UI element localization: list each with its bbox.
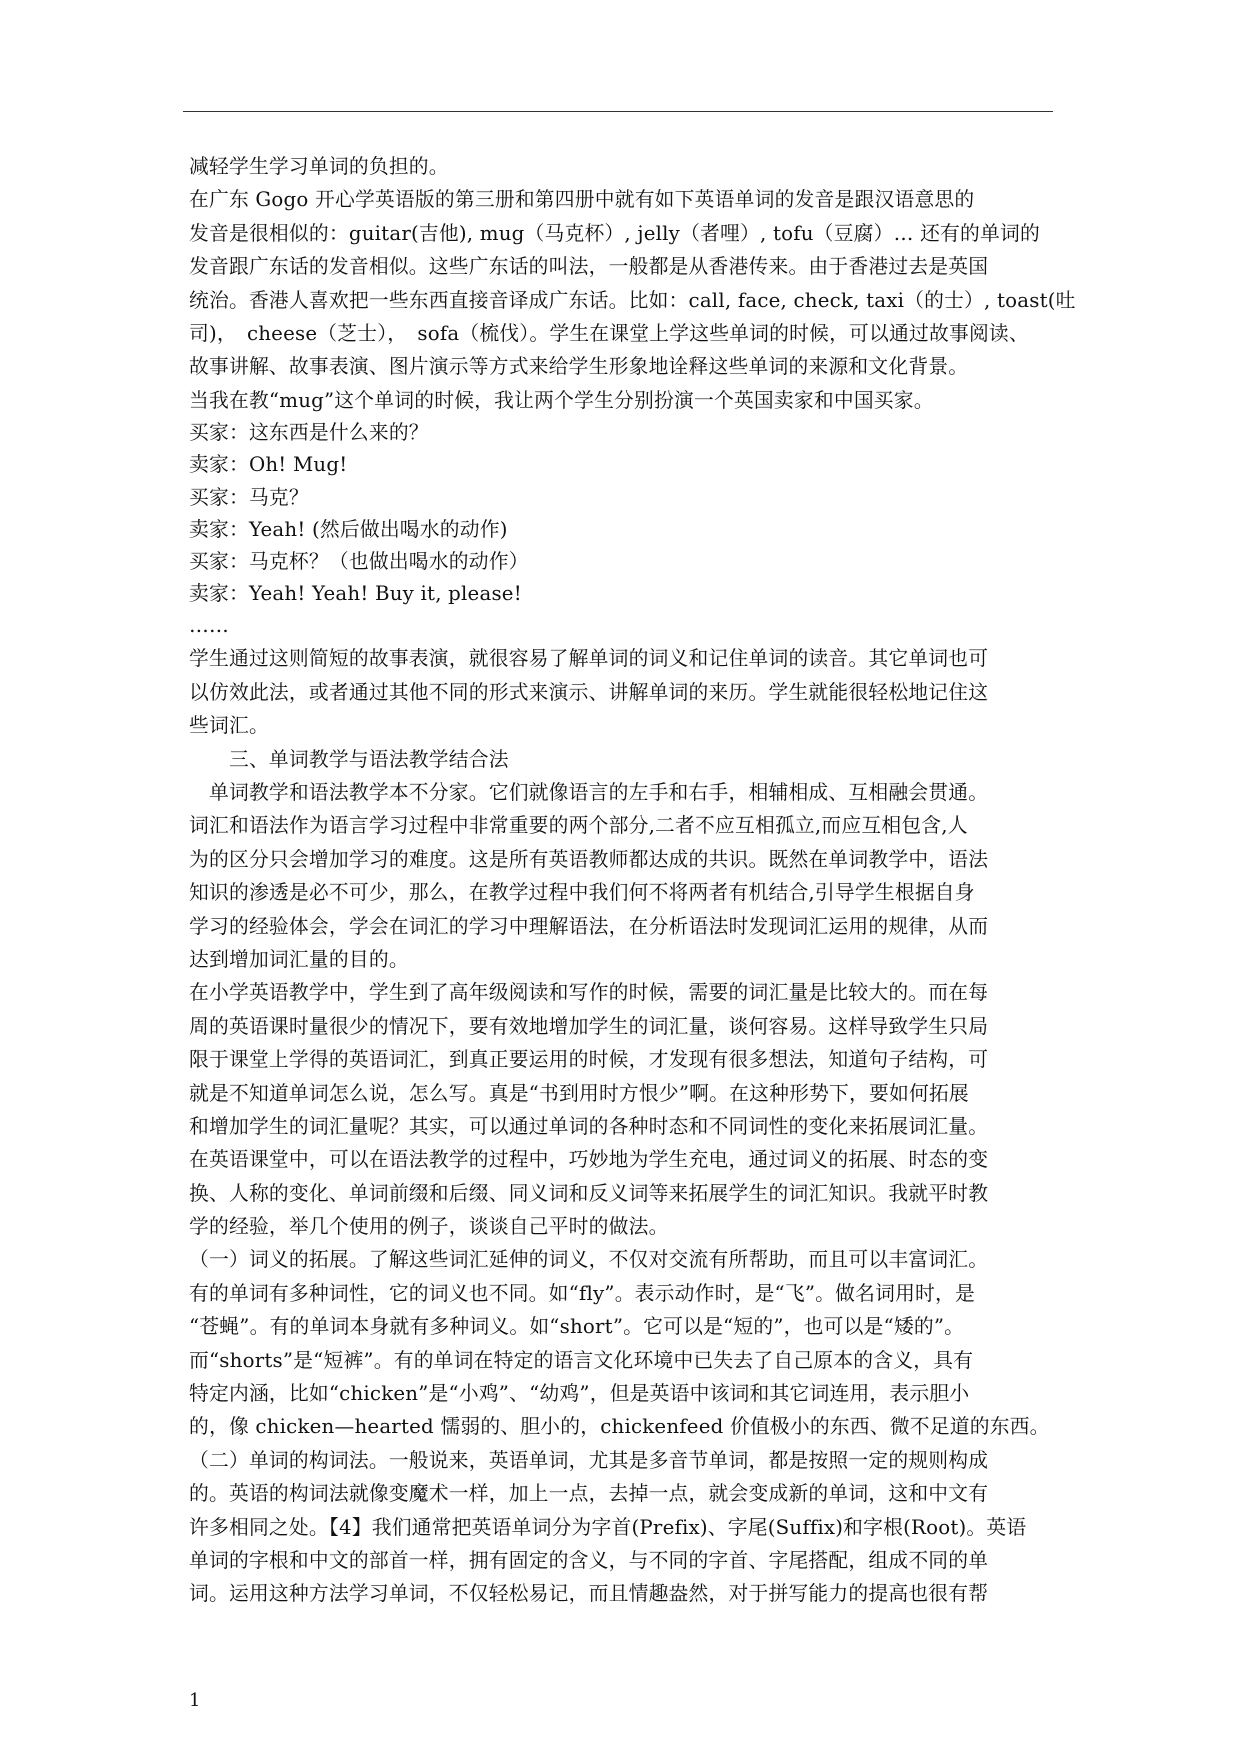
text-line: 些词汇。 bbox=[189, 714, 269, 738]
text-line: 发音是很相似的：guitar(吉他), mug（马克杯）, jelly（者哩）, tofu（豆腐）… 还有的单词的 bbox=[189, 221, 1040, 245]
header-rule bbox=[183, 111, 1053, 112]
text-line: 学生通过这则简短的故事表演，就很容易了解单词的词义和记住单词的读音。其它单词也可 bbox=[189, 647, 989, 671]
text-line: 而“shorts”是“短裤”。有的单词在特定的语言文化环境中已失去了自己原本的含义，具有 bbox=[189, 1348, 974, 1372]
text-line: 特定内涵，比如“chicken”是“小鸡”、“幼鸡”，但是英语中该词和其它词连用，表示胆小 bbox=[189, 1382, 970, 1406]
text-line: 当我在教“mug”这个单词的时候，我让两个学生分别扮演一个英国卖家和中国买家。 bbox=[189, 388, 934, 412]
text-line: 在小学英语教学中，学生到了高年级阅读和写作的时候，需要的词汇量是比较大的。而在每 bbox=[189, 981, 989, 1005]
text-line: 单词教学和语法教学本不分家。它们就像语言的左手和右手，相辅相成、互相融会贯通。 bbox=[189, 781, 989, 804]
text-line: 买家：这东西是什么来的？ bbox=[189, 421, 429, 445]
text-line: 以仿效此法，或者通过其他不同的形式来演示、讲解单词的来历。学生就能很轻松地记住这 bbox=[189, 680, 989, 704]
text-line: 统治。香港人喜欢把一些东西直接音译成广东话。比如：call, face, check, taxi（的士）, toast(吐 bbox=[189, 288, 1076, 312]
text-line: （二）单词的构词法。一般说来，英语单词，尤其是多音节单词，都是按照一定的规则构成 bbox=[189, 1448, 989, 1472]
text-line: 买家：马克杯？（也做出喝水的动作） bbox=[189, 549, 529, 573]
text-line: 在英语课堂中，可以在语法教学的过程中，巧妙地为学生充电，通过词义的拓展、时态的变 bbox=[189, 1148, 989, 1172]
text-line: 换、人称的变化、单词前缀和后缀、同义词和反义词等来拓展学生的词汇知识。我就平时教 bbox=[189, 1181, 989, 1205]
text-line: 周的英语课时量很少的情况下，要有效地增加学生的词汇量，谈何容易。这样导致学生只局 bbox=[189, 1014, 989, 1038]
text-line: …… bbox=[189, 614, 229, 638]
text-line: 司)， cheese（芝士）， sofa（梳伐）。学生在课堂上学这些单词的时候，可以通过故事阅读、 bbox=[189, 321, 1029, 345]
text-line: 的，像 chicken—hearted 懦弱的、胆小的，chickenfeed 价值极小的东西、微不足道的东西。 bbox=[189, 1415, 1050, 1439]
text-line: 故事讲解、故事表演、图片演示等方式来给学生形象地诠释这些单词的来源和文化背景。 bbox=[189, 355, 969, 379]
text-line: 许多相同之处。【4】我们通常把英语单词分为字首(Prefix)、字尾(Suffix)和字根(Root)。英语 bbox=[189, 1515, 1027, 1539]
text-line: 词。运用这种方法学习单词，不仅轻松易记，而且情趣盎然，对于拼写能力的提高也很有帮 bbox=[189, 1582, 989, 1606]
document-body bbox=[189, 150, 1076, 1611]
text-line: 学习的经验体会，学会在词汇的学习中理解语法，在分析语法时发现词汇运用的规律，从而 bbox=[189, 914, 989, 938]
text-line: 和增加学生的词汇量呢？其实，可以通过单词的各种时态和不同词性的变化来拓展词汇量。 bbox=[189, 1114, 989, 1138]
text-line: 发音跟广东话的发音相似。这些广东话的叫法，一般都是从香港传来。由于香港过去是英国 bbox=[189, 255, 989, 279]
text-line: 为的区分只会增加学习的难度。这是所有英语教师都达成的共识。既然在单词教学中，语法 bbox=[189, 847, 989, 871]
text-line: “苍蝇”。有的单词本身就有多种词义。如“short”。它可以是“短的”，也可以是“矮的”。 bbox=[189, 1315, 965, 1339]
text-line: 在广东 Gogo 开心学英语版的第三册和第四册中就有如下英语单词的发音是跟汉语意思的 bbox=[189, 188, 975, 212]
text-line: 卖家：Yeah! Yeah! Buy it, please! bbox=[189, 582, 522, 606]
text-line: 卖家：Oh! Mug! bbox=[189, 453, 348, 477]
text-line: 卖家：Yeah! (然后做出喝水的动作) bbox=[189, 517, 508, 541]
text-line: （一）词义的拓展。了解这些词汇延伸的词义，不仅对交流有所帮助，而且可以丰富词汇。 bbox=[189, 1248, 989, 1272]
text-line: 买家：马克？ bbox=[189, 485, 309, 509]
text-line: 减轻学生学习单词的负担的。 bbox=[189, 155, 449, 178]
text-line: 知识的渗透是必不可少，那么，在教学过程中我们何不将两者有机结合,引导学生根据自身 bbox=[189, 881, 975, 905]
text-line: 有的单词有多种词性，它的词义也不同。如“fly”。表示动作时，是“飞”。做名词用时，是 bbox=[189, 1281, 976, 1305]
text-line: 达到增加词汇量的目的。 bbox=[189, 947, 409, 971]
page-number: 1 bbox=[189, 1690, 201, 1711]
text-line: 的。英语的构词法就像变魔术一样，加上一点，去掉一点，就会变成新的单词，这和中文有 bbox=[189, 1482, 989, 1506]
text-line: 单词的字根和中文的部首一样，拥有固定的含义，与不同的字首、字尾搭配，组成不同的单 bbox=[189, 1548, 989, 1572]
text-line: 限于课堂上学得的英语词汇，到真正要运用的时候，才发现有很多想法，知道句子结构，可 bbox=[189, 1048, 989, 1072]
text-line: 三、单词教学与语法教学结合法 bbox=[189, 747, 509, 771]
text-line: 词汇和语法作为语言学习过程中非常重要的两个部分,二者不应互相孤立,而应互相包含,人 bbox=[189, 814, 968, 838]
text-line: 就是不知道单词怎么说，怎么写。真是“书到用时方恨少”啊。在这种形势下，要如何拓展 bbox=[189, 1081, 969, 1105]
text-line: 学的经验，举几个使用的例子，谈谈自己平时的做法。 bbox=[189, 1215, 669, 1239]
